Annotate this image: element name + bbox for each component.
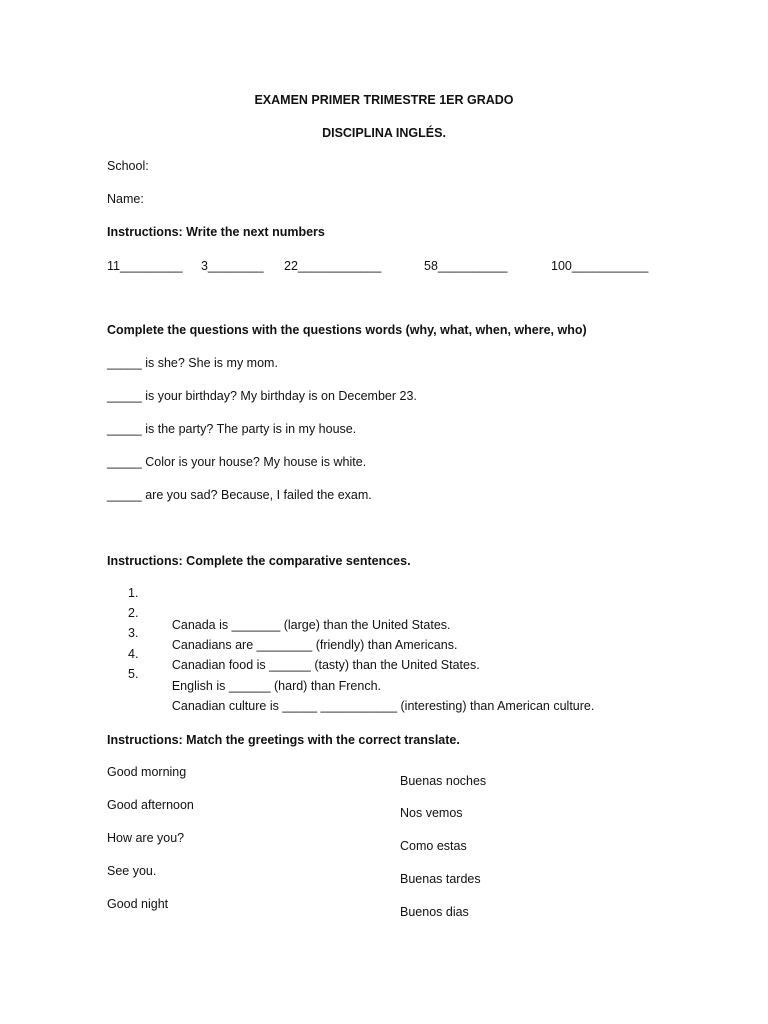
number-blank: 3________	[201, 259, 264, 273]
list-marker: 2.	[128, 606, 139, 621]
list-marker: 5.	[128, 666, 139, 681]
greeting-spanish: Como estas	[400, 839, 467, 853]
exam-title: EXAMEN PRIMER TRIMESTRE 1ER GRADO	[254, 93, 514, 107]
question-item: _____ are you sad? Because, I failed the exam.	[107, 488, 372, 502]
questions-instruction: Complete the questions with the questions words (why, what, when, where, who)	[107, 323, 587, 337]
comparative-text: Canadian food is ______ (tasty) than the United States.	[171, 658, 480, 673]
greeting-spanish: Buenos dias	[400, 905, 469, 919]
number-blank: 11_________	[107, 259, 183, 273]
comparative-list	[107, 585, 595, 713]
greeting-spanish: Buenas tardes	[400, 872, 481, 886]
comparative-item	[107, 605, 594, 653]
comparative-text: Canadian culture is _____ ___________ (interesting) than American culture.	[171, 698, 595, 713]
list-marker: 3.	[128, 626, 139, 641]
comparative-item	[107, 585, 594, 632]
greeting-english: Good morning	[107, 765, 187, 779]
comparative-item	[107, 666, 595, 713]
name-field-label: Name:	[107, 192, 144, 206]
question-item: _____ is the party? The party is in my house.	[107, 422, 357, 436]
greeting-english: See you.	[107, 864, 157, 878]
question-item: _____ Color is your house? My house is white.	[107, 455, 367, 469]
school-field-label: School:	[107, 159, 149, 173]
question-item: _____ is your birthday? My birthday is on December 23.	[107, 389, 417, 403]
number-blank: 58__________	[424, 259, 508, 273]
question-item: _____ is she? She is my mom.	[107, 356, 278, 370]
match-instruction: Instructions: Match the greetings with the correct translate.	[107, 733, 460, 747]
comparative-text: Canada is _______ (large) than the United States.	[171, 618, 451, 632]
greeting-spanish: Buenas noches	[400, 774, 487, 788]
greeting-english: How are you?	[107, 831, 185, 845]
comparative-instruction: Instructions: Complete the comparative sentences.	[107, 554, 411, 568]
comparative-item	[107, 646, 594, 693]
comparative-text: Canadians are ________ (friendly) than Americans.	[171, 638, 458, 653]
comparative-text: English is ______ (hard) than French.	[171, 678, 381, 693]
list-marker: 4.	[128, 646, 139, 661]
exam-subtitle: DISCIPLINA INGLÉS.	[322, 126, 446, 140]
greeting-english: Good afternoon	[107, 798, 194, 812]
number-blank: 100___________	[551, 259, 649, 273]
greeting-english: Good night	[107, 897, 169, 911]
greeting-spanish: Nos vemos	[400, 806, 463, 820]
list-marker: 1.	[128, 586, 139, 600]
numbers-instruction: Instructions: Write the next numbers	[107, 225, 325, 239]
number-blank: 22____________	[284, 259, 382, 273]
